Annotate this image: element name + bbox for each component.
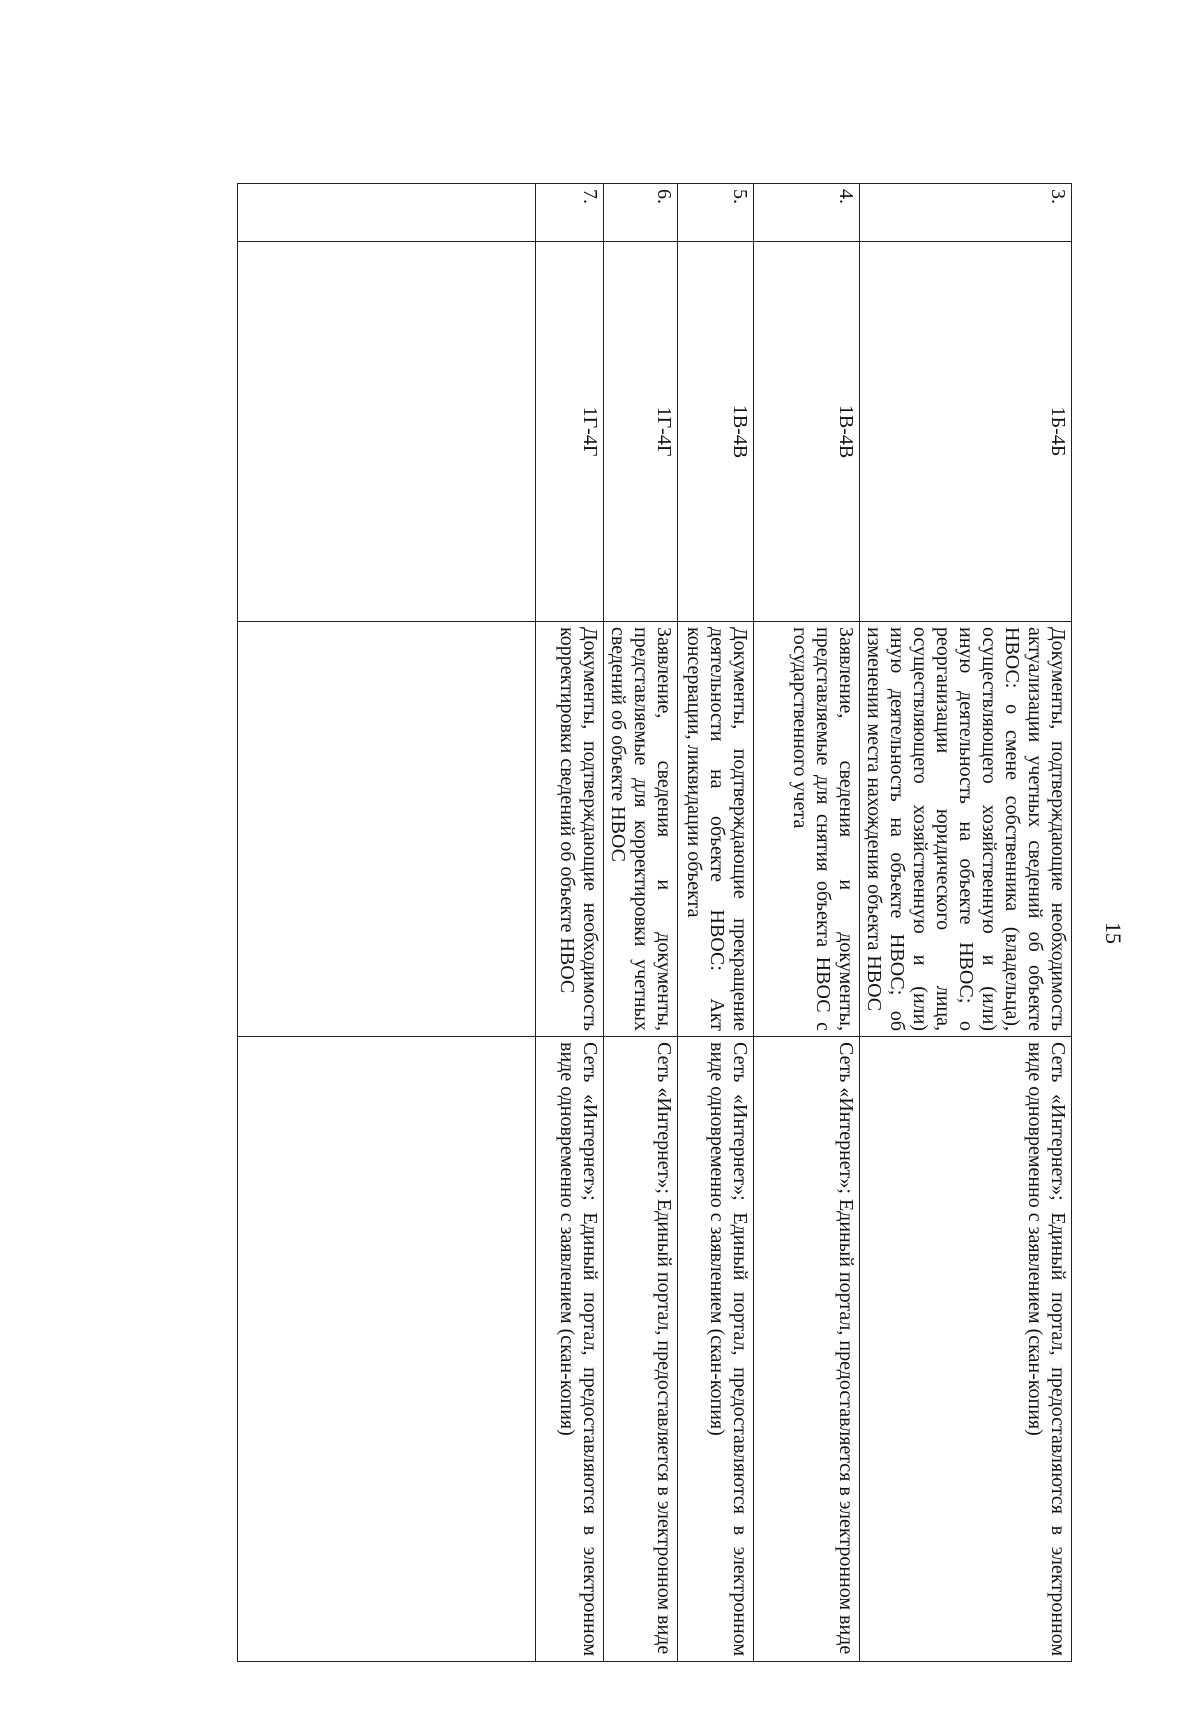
table-row — [678, 184, 754, 1662]
submission-channel: Сеть «Интернет»; Единый портал, предоставляются в электронном виде одновременно с заявлением (скан-копия) — [678, 1037, 754, 1662]
form-code: 1В-4В — [678, 242, 754, 622]
document-description: Документы, подтверждающие прекращение деятельности на объекте НВОС: Акт консервации, ликвидации объекта — [678, 622, 754, 1037]
document-table-rotated — [237, 183, 1072, 1661]
submission-channel: Сеть «Интернет»; Единый портал, предоставляются в электронном виде одновременно с заявлением (скан-копия) — [860, 1037, 1072, 1662]
row-number: 4. — [754, 184, 860, 242]
submission-channel: Сеть «Интернет»; Единый портал, предоставляются в электронном виде одновременно с заявлением (скан-копия) — [536, 1037, 604, 1662]
table-row — [754, 184, 860, 1662]
document-description: Заявление, сведения и документы, представляемые для корректировки учетных сведений об объекте НВОС — [604, 622, 678, 1037]
row-number: 3. — [860, 184, 1072, 242]
row-number: 5. — [678, 184, 754, 242]
table-row-empty — [238, 184, 536, 1662]
row-number: 7. — [536, 184, 604, 242]
document-description: Документы, подтверждающие необходимость корректировки сведений об объекте НВОС — [536, 622, 604, 1037]
form-code: 1Б-4Б — [860, 242, 1072, 622]
document-description: Заявление, сведения и документы, представляемые для снятия объекта НВОС с государственного учета — [754, 622, 860, 1037]
table-row — [860, 184, 1072, 1662]
row-number: 6. — [604, 184, 678, 242]
table-row — [536, 184, 604, 1662]
document-description: Документы, подтверждающие необходимость актуализации учетных сведений об объекте НВОС: о смене собственника (владельца), осуществляющего хозяйственную и (или) иную деятельность на объекте НВОС; о реорганизации юридического лица, осуществляющего хозяйственную и (или) иную деятельность на объекте НВОС; об изменении места нахождения объекта НВОС — [860, 622, 1072, 1037]
form-code: 1В-4В — [754, 242, 860, 622]
form-code: 1Г-4Г — [536, 242, 604, 622]
form-code: 1Г-4Г — [604, 242, 678, 622]
submission-channel: Сеть «Интернет»; Единый портал, предоставляется в электронном виде — [754, 1037, 860, 1662]
table-row — [604, 184, 678, 1662]
submission-channel: Сеть «Интернет»; Единый портал, предоставляется в электронном виде — [604, 1037, 678, 1662]
page-number: 15 — [1101, 922, 1126, 944]
document-table — [237, 183, 1072, 1662]
